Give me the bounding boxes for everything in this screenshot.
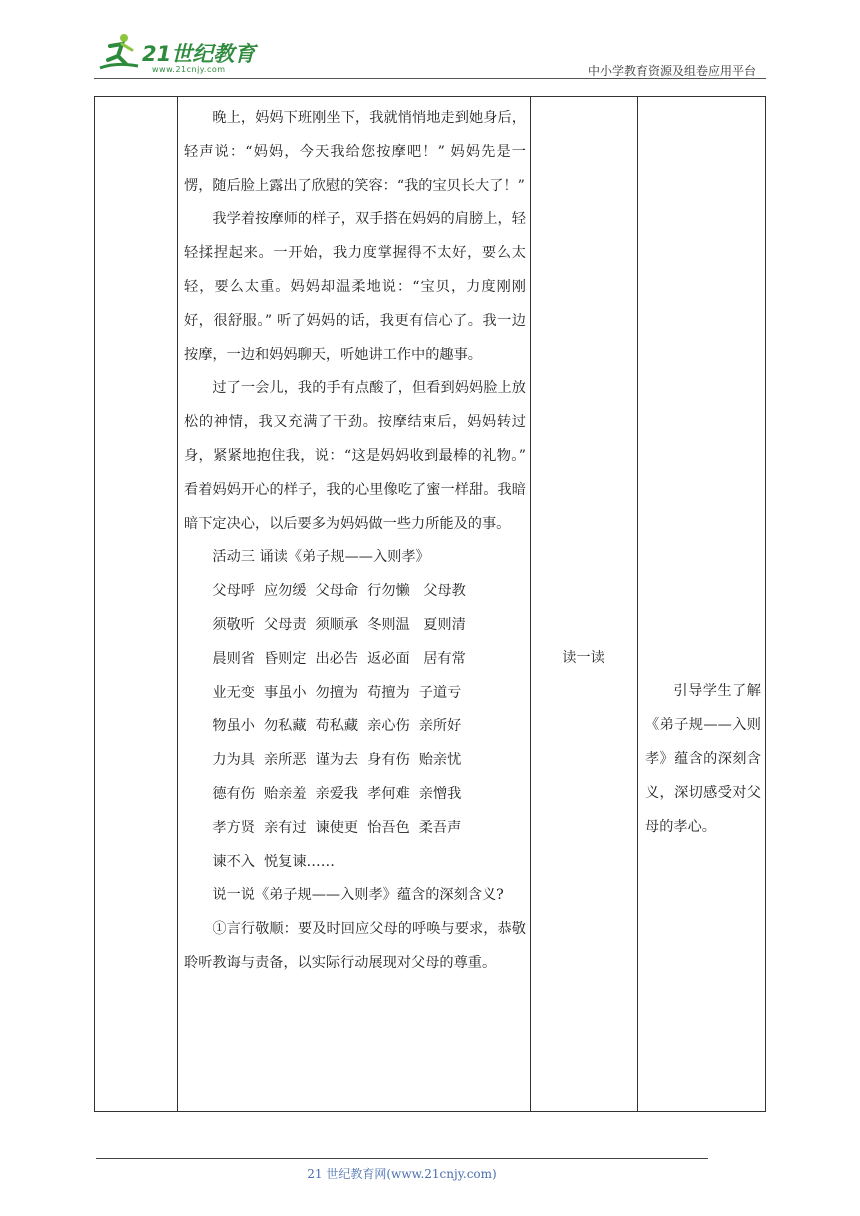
activity-label: 读一读 [562,650,605,666]
page-header [96,30,766,80]
poem-line: 谏不入 悦复谏…… [212,853,335,870]
poem-line: 德有伤 贻亲羞 亲爱我 孝何难 亲憎我 [212,785,462,802]
discussion-answer: ①言行敬顺：要及时回应父母的呼唤与要求，恭敬聆听教诲与责备，以实际行动展现对父母的尊重。 [184,921,526,971]
poem-line: 父母呼 应勿缓 父母命 行勿懒 父母教 [212,583,466,600]
activity-title: 活动三 诵读《弟子规——入则孝》 [212,549,430,566]
logo-text: 21世纪教育 [142,42,256,66]
logo-url: www.21cnjy.com [152,65,226,74]
guide-text [645,674,761,844]
poem-line: 孝方贤 亲有过 谏使更 怡吾色 柔吾声 [212,819,462,836]
poem-line: 须敬听 父母责 须顺承 冬则温 夏则清 [212,616,466,633]
guide-paragraph: 引导学生了解《弟子规——入则孝》蕴含的深刻含义，深切感受对父母的孝心。 [645,683,761,835]
story-paragraph: 我学着按摩师的样子，双手搭在妈妈的肩膀上，轻轻揉捏起来。一开始，我力度掌握得不太好，要么太轻，要么太重。妈妈却温柔地说：“宝贝，力度刚刚好，很舒服。” 听了妈妈的话，我更有信心了。我一边按摩，一边和妈妈聊天，听她讲工作中的趣事。 [184,211,526,363]
runner-logo-icon [96,32,142,74]
story-paragraph: 晚上，妈妈下班刚坐下，我就悄悄地走到她身后，轻声说：“妈妈，今天我给您按摩吧！” 妈妈先是一愣，随后脸上露出了欣慰的笑容：“我的宝贝长大了！” [184,110,526,194]
discussion-question: 说一说《弟子规——入则孝》蕴含的深刻含义? [212,887,504,904]
story-paragraph: 过了一会儿，我的手有点酸了，但看到妈妈脸上放松的神情，我又充满了干劲。按摩结束后，妈妈转过身，紧紧地抱住我，说：“这是妈妈收到最棒的礼物。” 看着妈妈开心的样子，我的心里像吃了蜜一样甜。我暗暗下定决心，以后要多为妈妈做一些力所能及的事。 [184,380,526,532]
poem-line: 力为具 亲所恶 谨为去 身有伤 贻亲忧 [212,752,462,769]
poem-line: 物虽小 勿私藏 苟私藏 亲心伤 亲所好 [212,718,462,735]
site-logo [96,30,266,78]
column-divider [637,97,638,1111]
header-divider [94,78,766,79]
poem-line: 业无变 事虽小 勿擅为 苟擅为 子道亏 [212,684,462,701]
column-divider [530,97,531,1111]
lesson-content [184,102,526,981]
footer-link[interactable]: 21 世纪教育网(www.21cnjy.com) [307,1167,497,1181]
poem-line: 晨则省 昏则定 出必告 返必面 居有常 [212,650,466,667]
column-divider [177,97,178,1111]
platform-title: 中小学教育资源及组卷应用平台 [587,64,756,78]
footer-divider [96,1158,708,1159]
